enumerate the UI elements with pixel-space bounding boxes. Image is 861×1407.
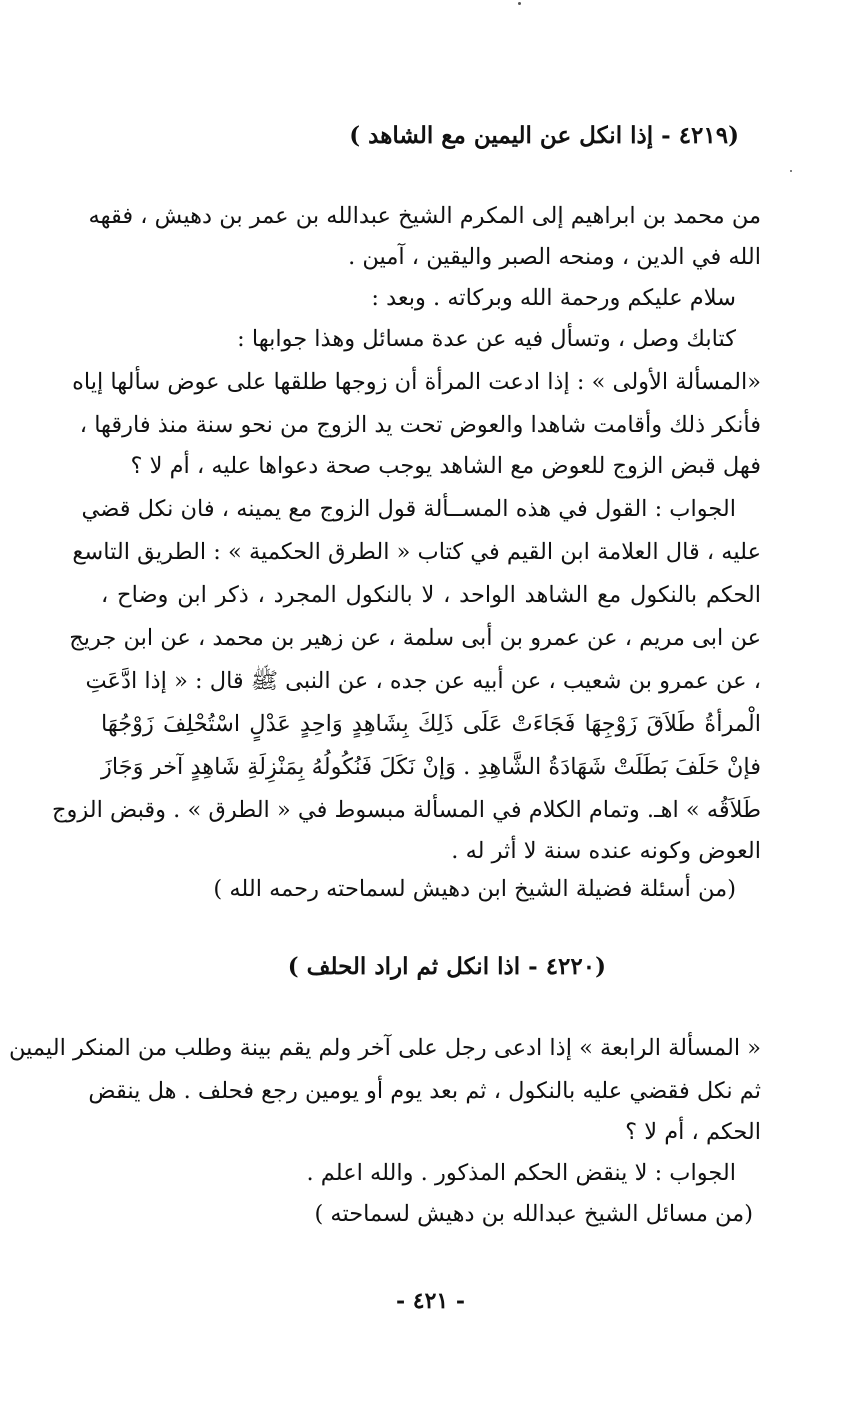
paragraph-line: طَلاَقُه » اهـ. وتمام الكلام في المسألة مبسوط في « الطرق » . وقبض الزوج [51, 797, 761, 823]
paragraph-line: فهل قبض الزوج للعوض مع الشاهد يوجب صحة دعواها عليه ، أم لا ؟ [130, 453, 761, 479]
scan-speck [790, 170, 792, 172]
source-citation: (من أسئلة فضيلة الشيخ ابن دهيش لسماحته رحمه الله ) [213, 876, 736, 902]
paragraph-line: الحكم ، أم لا ؟ [625, 1119, 761, 1145]
paragraph-line: عليه ، قال العلامة ابن القيم في كتاب « الطرق الحكمية » : الطريق التاسع [72, 539, 761, 565]
paragraph-line: الجواب : لا ينقض الحكم المذكور . والله اعلم . [306, 1160, 736, 1186]
paragraph-line: الجواب : القول في هذه المســألة قول الزوج مع يمينه ، فان نكل قضي [81, 496, 736, 522]
paragraph-line: كتابك وصل ، وتسأل فيه عن عدة مسائل وهذا جوابها : [237, 326, 736, 352]
paragraph-line: «المسألة الأولى » : إذا ادعت المرأة أن زوجها طلقها على عوض سألها إياه [72, 369, 761, 395]
paragraph-line: سلام عليكم ورحمة الله وبركاته . وبعد : [371, 285, 736, 311]
hadith-line: فإنْ حَلَفَ بَطَلَتْ شَهَادَةُ الشَّاهِدِ . وَإنْ نَكَلَ فَنُكُولُهُ بِمَنْزِلَةِ شَاهِدٍ آخر وَجَازَ [101, 754, 761, 780]
paragraph-line: ، عن عمرو بن شعيب ، عن أبيه عن جده ، عن النبى ﷺ قال : « إذا ادَّعَتِ [85, 668, 761, 694]
paragraph-line: فأنكر ذلك وأقامت شاهدا والعوض تحت يد الزوج من نحو سنة منذ فارقها ، [79, 412, 761, 438]
paragraph-line: ثم نكل فقضي عليه بالنكول ، ثم بعد يوم أو يومين رجع فحلف . هل ينقض [88, 1078, 761, 1104]
hadith-line: الْمرأةُ طَلاَقَ زَوْجِهَا فَجَاءَتْ عَلَى ذَلِكَ بِشَاهِدٍ وَاحِدٍ عَدْلٍ اسْتُحْلِفَ زَوْجُهَا [101, 711, 761, 737]
paragraph-line: « المسألة الرابعة » إذا ادعى رجل على آخر ولم يقم بينة وطلب من المنكر اليمين [9, 1035, 761, 1061]
section-heading-4220: (٤٢٢٠ - اذا انكل ثم اراد الحلف ) [287, 953, 606, 980]
scan-speck [518, 2, 521, 5]
paragraph-line: من محمد بن ابراهيم إلى المكرم الشيخ عبدالله بن عمر بن دهيش ، فقهه [88, 203, 761, 229]
section-heading-4219: (٤٢١٩ - إذا انكل عن اليمين مع الشاهد ) [349, 122, 739, 149]
source-citation: (من مسائل الشيخ عبدالله بن دهيش لسماحته ) [314, 1201, 753, 1227]
page-number: - ٤٢١ - [395, 1288, 466, 1314]
paragraph-line: عن ابى مريم ، عن عمرو بن أبى سلمة ، عن زهير بن محمد ، عن ابن جريج [69, 625, 761, 651]
paragraph-line: العوض وكونه عنده سنة لا أثر له . [451, 838, 761, 864]
paragraph-line: الحكم بالنكول مع الشاهد الواحد ، لا بالنكول المجرد ، ذكر ابن وضاح ، [101, 582, 761, 608]
paragraph-line: الله في الدين ، ومنحه الصبر واليقين ، آمين . [348, 244, 761, 270]
